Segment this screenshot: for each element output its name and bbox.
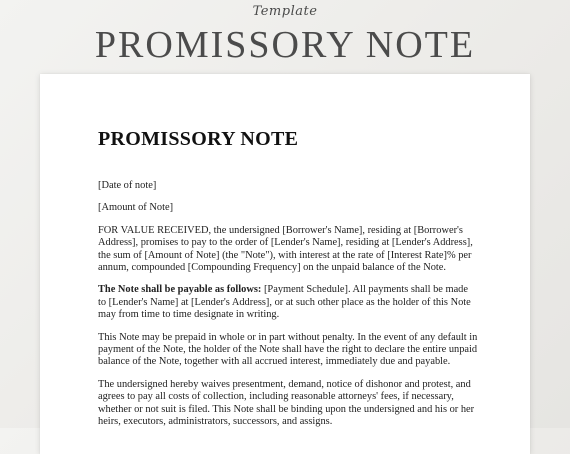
banner-title: PROMISSORY NOTE (94, 24, 476, 66)
template-script-label: Template (252, 4, 318, 19)
waiver-paragraph: The undersigned hereby waives presentment, demand, notice of dishonor and protest, and agrees to pay all costs of collection, including reasonable attorneys' fees, if necessary, whether or not suit is filed. This Note shall be binding upon the undersigned and his or her heirs, executors, administrators, successors, and assigns. (98, 378, 475, 428)
document-body (98, 180, 478, 439)
payable-text: [Payment Schedule]. All payments shall be made to [Lender's Name] at [Lender's Address], or at such other place as the holder of this Note may from time to time designate in writing. (98, 284, 471, 321)
date-line: [Date of note] (98, 180, 157, 191)
value-received-paragraph: FOR VALUE RECEIVED, the undersigned [Borrower's Name], residing at [Borrower's Address], promises to pay to the order of [Lender's Name], residing at [Lender's Address], the sum of [Amount of Note] (the "Note"), with interest at the rate of [Interest Rate]% per annum, compounded [Compounding Frequency] on the unpaid balance of the Note. (98, 224, 473, 274)
document-title: PROMISSORY NOTE (98, 128, 299, 150)
payable-paragraph (98, 284, 478, 321)
payable-heading: The Note shall be payable as follows: (98, 284, 262, 296)
amount-line: [Amount of Note] (98, 202, 174, 214)
document-page (40, 74, 530, 454)
prepaid-paragraph: This Note may be prepaid in whole or in part without penalty. In the event of any default in payment of the Note, the holder of the Note shall have the right to declare the entire unpaid balance of the Note, together with all accrued interest, immediately due and payable. (98, 331, 478, 368)
